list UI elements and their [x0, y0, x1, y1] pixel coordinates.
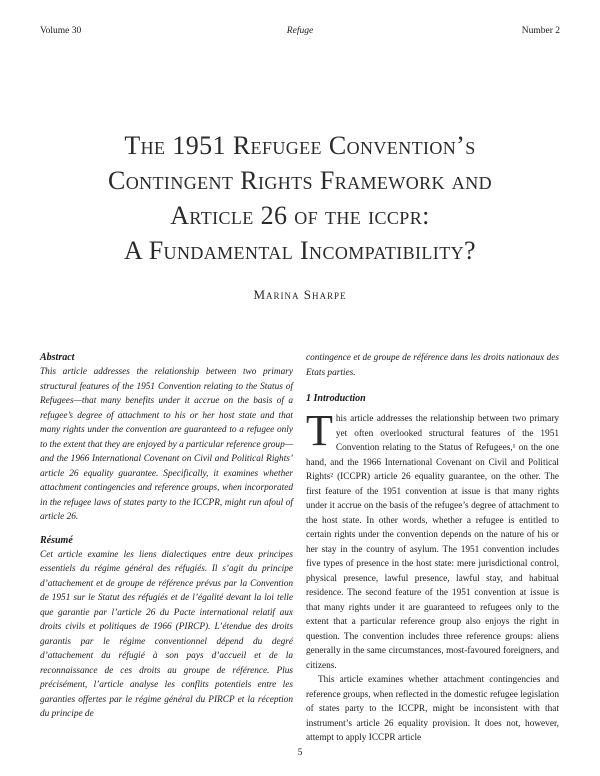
- introduction-paragraph-1: [306, 406, 559, 673]
- title-line-2: Contingent Rights Framework and: [107, 166, 492, 195]
- left-column: [40, 351, 293, 722]
- introduction-paragraph-2: This article examines whether attachment contingencies and reference groups, when reflected in the domestic refugee legislation of states party to the ICCPR, might be inconsistent with that instrument’s article 26 equality provision. It does not, however, attempt to apply ICCPR article: [306, 675, 559, 743]
- abstract-text: This article addresses the relationship between two primary structural features of the 1951 Convention relating to the Status of Refugees—that many benefits under it accrue on the basis of a refugee’s degree of attachment to his or her host state and that many rights under the convention are guaranteed to a refugee only to the extent that they are enjoyed by a particular reference group—and the 1966 International Covenant on Civil and Political Rights’ article 26 equality guarantee. Specifically, it examines whether attachment contingencies and reference groups, when incorporated in the refugee laws of states party to the ICCPR, might run afoul of article 26.: [40, 367, 293, 522]
- resume-heading: Résumé: [40, 534, 73, 546]
- resume-text: Cet article examine les liens dialectiques entre deux principes essentiels du régime général des réfugiés. Il s’agit du principe d’attachement et de groupe de référence prévus par la Convention de 1951 sur le Statut des réfugiés et de l’égalité devant la loi telle que garantie par l’article 26 du Pacte international relatif aux droits civils et politiques de 1966 (PIRCP). L’étendue des droits garantis par le régime conventionnel dépend du degré d’attachement du réfugié à son pays d’accueil et de la reconnaissance de ces droits au groupe de référence. Plus précisément, l’article analyse les conflits potentiels entre les garanties offertes par le régime général du PIRCP et la réception du principe de: [40, 549, 293, 719]
- introduction-heading: 1 Introduction: [306, 393, 366, 404]
- introduction-paragraph-1-text: his article addresses the relationship between two primary yet often overlooked structural features of the 1951 Convention relating to the Status of Refugees,¹ on the one hand, and the 1966 International Covenant on Civil and Political Rights² (ICCPR) article 26 equality guarantee, on the other. The first feature of the 1951 convention at issue is that many rights under it accrue on the basis of the refugee’s degree of attachment to the host state. In other words, whether a refugee is entitled to certain rights under the convention depends on the nature of his or her stay in the country of asylum. The 1951 convention includes five types of presence in the host state: mere jurisdictional control, physical presence, lawful presence, lawful stay, and habitual residence. The second feature of the 1951 convention at issue is that many rights under it are guaranteed to refugees only to the extent that a particular reference group also enjoys the right in question. The convention includes three reference groups: aliens generally in the same circumstances, most-favoured foreigners, and citizens.: [306, 414, 559, 671]
- article-title: [40, 128, 560, 268]
- drop-cap: T: [306, 406, 333, 455]
- title-line-3: Article 26 of the iccpr:: [170, 201, 430, 230]
- issue-number: Number 2: [521, 26, 560, 36]
- journal-name: Refuge: [286, 26, 314, 36]
- right-column: [306, 351, 559, 746]
- abstract-heading: Abstract: [40, 352, 75, 363]
- resume-continued-text: contingence et de groupe de référence dans les droits nationaux des Etats parties.: [306, 353, 559, 378]
- author-name: Marina Sharpe: [253, 287, 347, 302]
- running-head: [40, 26, 560, 40]
- volume-label: Volume 30: [40, 26, 82, 36]
- title-line-4: A Fundamental Incompatibility?: [124, 236, 476, 265]
- page-number: 5: [297, 748, 303, 758]
- title-line-1: The 1951 Refugee Convention’s: [124, 131, 476, 160]
